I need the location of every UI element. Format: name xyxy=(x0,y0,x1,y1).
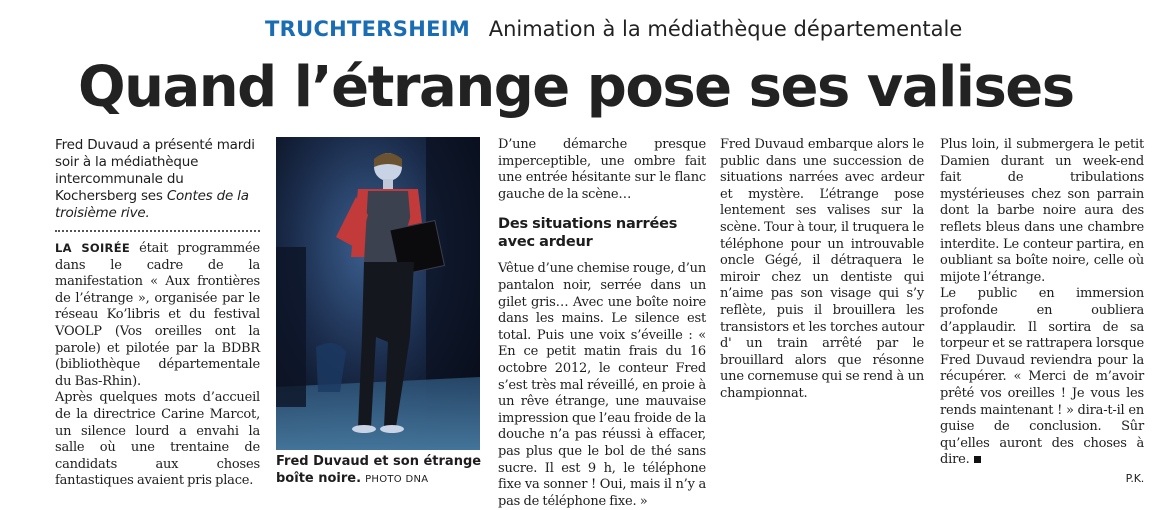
column-1 xyxy=(55,137,260,490)
kicker-line xyxy=(265,17,962,41)
photo-credit: PHOTO DNA xyxy=(365,473,429,485)
intro-text: Fred Duvaud a présenté mardi soir à la médiathèque intercommunale du Kochersberg ses xyxy=(55,137,255,204)
lead-label: LA SOIRÉE xyxy=(55,241,131,255)
paragraph-7 xyxy=(940,286,1144,469)
lead-paragraph xyxy=(55,240,260,390)
dotted-separator xyxy=(55,230,260,232)
subheading: Des situations narrées avec ardeur xyxy=(498,216,678,251)
paragraph-3: D’une démarche presque imperceptible, une ombre fait une entrée hésitante sur le flanc gauche de la scène… xyxy=(498,137,706,202)
paragraph-6: Plus loin, il submergera le petit Damien durant un week-end fait de tribulations mystérieuses chez son parrain dont la barbe noire aura des reflets bleus dans une chambre interdite. Le conteur partira, en oubliant sa boîte noire, celle où mijote l’étrange. xyxy=(940,137,1144,285)
paragraph-4: Vêtue d’une chemise rouge, d’un pantalon noir, serrée dans un gilet gris… Avec une boîte noire dans les mains. Le silence est total. Puis une voix s’éveille : « En ce petit matin frais du 16 octobre 2012, le conteur Fred s’est très mal réveillé, en proie à un rêve étrange, une mauvaise impression que l’eau froide de la douche n’a pas réussi à effacer, pas plus que le bol de thé sans sucre. Il est 9 h, le téléphone fixe va sonner ! Oui, mais il n’y a pas de téléphone fixe. » xyxy=(498,261,706,509)
photo-caption xyxy=(276,454,486,488)
intro-title: Contes de la troisième rive. xyxy=(55,188,249,221)
column-5 xyxy=(940,137,1144,487)
column-3 xyxy=(498,137,706,510)
lead-text: était programmée dans le cadre de la manifestation « Aux frontières de l’étrange », organisée par le réseau Ko’libris et du festival VOOLP (Vos oreilles ont la parole) et pilotée par la BDBR (bibliothèque départementale du Bas-Rhin). xyxy=(55,241,260,389)
location-label: TRUCHTERSHEIM xyxy=(265,17,471,41)
paragraph-2: Après quelques mots d’accueil de la directrice Carine Marcot, un silence lourd a envahi la salle où une trentaine de candidats aux choses fantastiques avaient pris place. xyxy=(55,390,260,489)
storyteller-photo-illustration xyxy=(276,137,480,450)
intro-paragraph xyxy=(55,137,260,222)
author-signature: P.K. xyxy=(1125,471,1144,485)
end-square-icon xyxy=(974,456,981,463)
article-photo xyxy=(276,137,480,450)
paragraph-5: Fred Duvaud embarque alors le public dans une succession de situations narrées avec ardeur et mystère. L’étrange pose lentement ses valises sur la scène. Tour à tour, il truquera le téléphone pour un introuvable oncle Gégé, il détraquera le miroir chez un dentiste qui n’aime pas son visage qui s’y reflète, puis il brouillera les transistors et les torches autour d' un train arrêté par le brouillard alors que résonne une cornemuse qui se rend à un championnat. xyxy=(720,137,924,401)
headline: Quand l’étrange pose ses valises xyxy=(78,55,1074,120)
column-4 xyxy=(720,137,924,403)
paragraph-7-text: Le public en immersion profonde en oubliera d’applaudir. Il sortira de sa torpeur et se rattrapera lorsque Fred Duvaud reviendra pour la récupérer. « Merci de m’avoir prêté vos oreilles ! Je vous les rends maintenant ! » dira-t-il en guise de conclusion. Sûr qu’elles auront des choses à dire. xyxy=(940,286,1144,468)
caption-text: Fred Duvaud et son étrange boîte noire. xyxy=(276,454,482,486)
article-subtitle: Animation à la médiathèque départementale xyxy=(488,17,963,41)
